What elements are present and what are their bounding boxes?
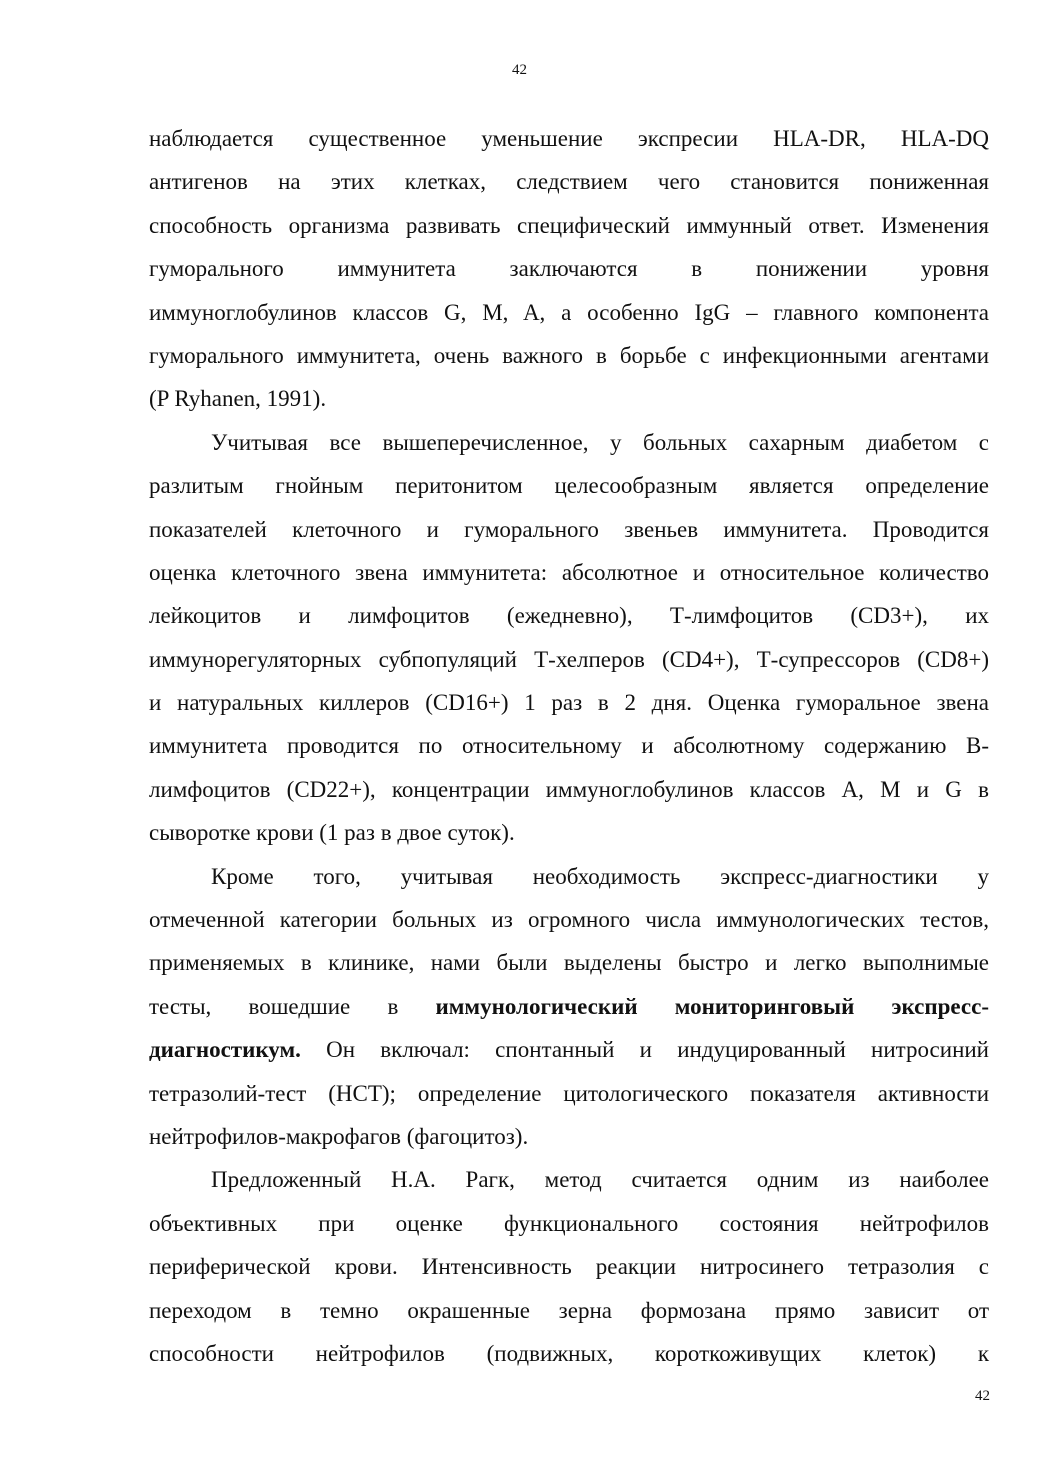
text-line: гуморального иммунитета заключаются в понижении уровня	[149, 256, 989, 282]
text-line: и натуральных киллеров (CD16+) 1 раз в 2 дня. Оценка гуморальное звена	[149, 690, 989, 716]
text-line: разлитым гнойным перитонитом целесообразным является определение	[149, 473, 989, 499]
body-text	[149, 117, 989, 1375]
text-line: объективных при оценке функционального состояния нейтрофилов	[149, 1210, 989, 1236]
text-line: иммунорегуляторных субпопуляций Т-хелперов (CD4+), Т-супрессоров (CD8+)	[149, 646, 989, 672]
text-line-part: Он включал: спонтанный и индуцированный нитросиний	[300, 1037, 989, 1063]
text-line: периферической крови. Интенсивность реакции нитросинего тетразолия с	[149, 1254, 989, 1280]
text-line	[149, 985, 989, 1028]
text-line: антигенов на этих клетках, следствием чего становится пониженная	[149, 169, 989, 195]
text-line: оценка клеточного звена иммунитета: абсолютное и относительное количество	[149, 559, 989, 585]
text-line: лимфоцитов (CD22+), концентрации иммуноглобулинов классов А, М и G в	[149, 776, 989, 802]
text-line: наблюдается существенное уменьшение экспресии HLA-DR, HLA-DQ	[149, 126, 989, 151]
text-line	[149, 1028, 989, 1071]
text-line: отмеченной категории больных из огромного числа иммунологических тестов,	[149, 907, 989, 933]
paragraph-first-line: Предложенный Н.А. Рагк, метод считается одним из наиболее	[211, 1167, 989, 1193]
paragraph-first-line: Учитывая все вышеперечисленное, у больных сахарным диабетом с	[211, 429, 989, 455]
text-line: способность организма развивать специфический иммунный ответ. Изменения	[149, 212, 989, 238]
bold-term: диагностикум.	[149, 1037, 301, 1063]
text-line-part: тесты, вошедшие в	[149, 993, 436, 1019]
text-line: способности нейтрофилов (подвижных, короткоживущих клеток) к	[149, 1340, 989, 1366]
paragraph-first-line: Кроме того, учитывая необходимость экспресс-диагностики у	[211, 863, 989, 889]
text-line: (P Ryhanen, 1991).	[149, 386, 327, 412]
text-line: лейкоцитов и лимфоцитов (ежедневно), Т-лимфоцитов (CD3+), их	[149, 603, 989, 629]
text-line: иммунитета проводится по относительному и абсолютному содержанию В-	[149, 733, 989, 759]
page-number-bottom: 42	[975, 1388, 990, 1404]
text-line: тетразолий-тест (НСТ); определение цитологического показателя активности	[149, 1080, 989, 1106]
text-line: гуморального иммунитета, очень важного в борьбе с инфекционными агентами	[149, 342, 989, 368]
text-line: сыворотке крови (1 раз в двое суток).	[149, 820, 515, 846]
text-line: показателей клеточного и гуморального звеньев иммунитета. Проводится	[149, 516, 989, 542]
text-line: переходом в темно окрашенные зерна формозана прямо зависит от	[149, 1297, 989, 1323]
text-line: применяемых в клинике, нами были выделены быстро и легко выполнимые	[149, 950, 989, 976]
text-line: нейтрофилов-макрофагов (фагоцитоз).	[149, 1123, 529, 1149]
text-line: иммуноглобулинов классов G, M, A, а особенно IgG – главного компонента	[149, 299, 989, 325]
bold-term: иммунологический мониторинговый экспресс-	[435, 993, 989, 1019]
page-number-top: 42	[512, 62, 527, 78]
